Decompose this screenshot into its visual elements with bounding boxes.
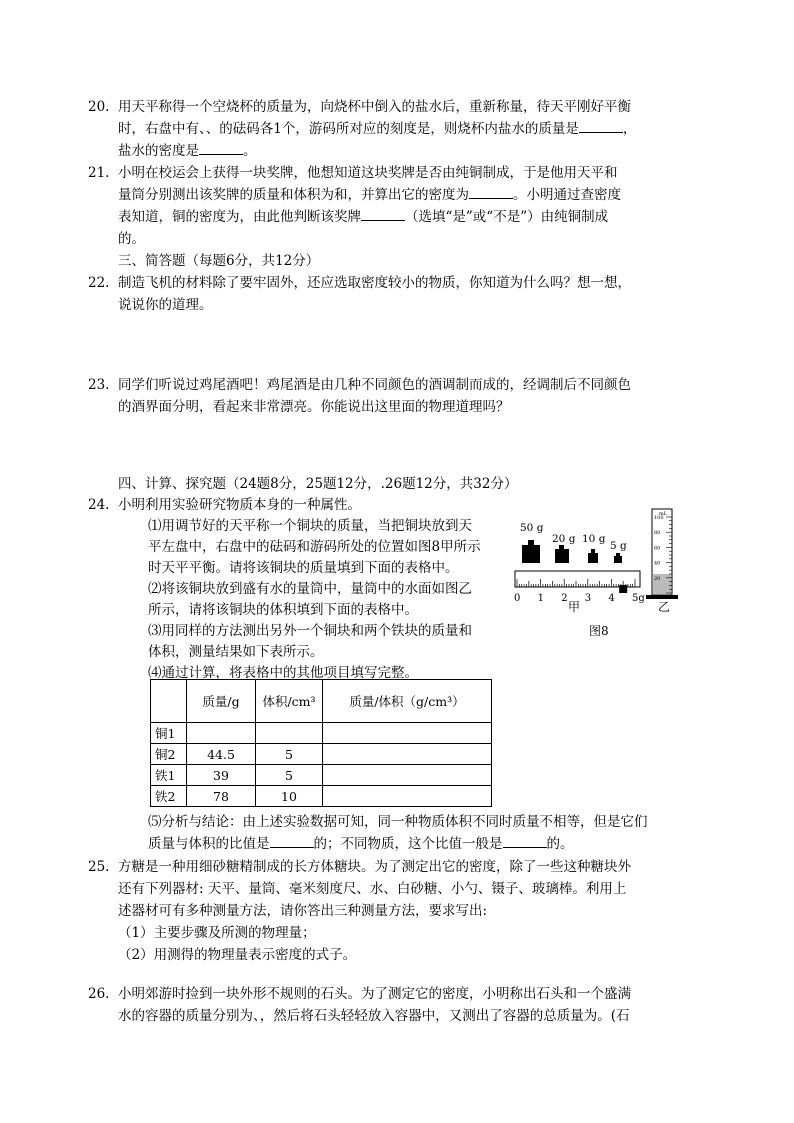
table-cell[interactable] xyxy=(323,765,492,786)
table-row xyxy=(151,723,492,744)
text-line: 表知道，铜的密度为，由此他判断该奖牌 （选填“是”或“不是”）由纯铜制成 xyxy=(118,206,678,228)
text-line: ⑵将该铜块放到盛有水的量筒中，量筒中的水面如图乙 xyxy=(148,581,472,597)
question-number: 23. xyxy=(88,377,110,393)
cylinder-tick-label: 60 xyxy=(654,545,661,552)
section-heading-3: 三、简答题（每题6分，共12分） xyxy=(118,253,320,269)
text-line: 的。 xyxy=(118,231,145,247)
weight-knob-icon xyxy=(559,545,564,550)
text-line: （2）用测得的物理量表示密度的式子。 xyxy=(118,947,357,963)
text-line: 水的容器的质量分别为、，然后将石头轻轻放入容器中，又测出了容器的总质量为。(石 xyxy=(118,1008,630,1024)
table-header-row xyxy=(151,680,492,723)
text-line: ⑷通过计算，将表格中的其他项目填写完整。 xyxy=(148,665,418,681)
text-line: 小明利用实验研究物质本身的一种属性。 xyxy=(118,497,361,513)
scale-tick-label: 0 xyxy=(514,593,521,604)
text-line: 体积，测量结果如下表所示。 xyxy=(148,644,324,660)
answer-blank[interactable] xyxy=(469,184,513,199)
cylinder-unit: mL xyxy=(659,511,668,517)
question-22 xyxy=(88,272,678,316)
section-heading-4: 四、计算、探究题（24题8分，25题12分，.26题12分，共32分） xyxy=(118,476,518,492)
cylinder-tick-label: 100 xyxy=(654,515,664,521)
question-number: 26. xyxy=(88,986,110,1002)
graduated-cylinder xyxy=(646,509,678,599)
cylinder-tick-label: 20 xyxy=(654,575,661,582)
table-cell: 5 xyxy=(256,765,323,786)
table-row xyxy=(151,744,492,765)
table-cell: 铁2 xyxy=(151,786,187,807)
table-cell: 10 xyxy=(256,786,323,807)
text-line: ⑶用同样的方法测出另外一个铜块和两个铁块的质量和 xyxy=(148,623,472,639)
table-cell: 铜1 xyxy=(151,723,187,744)
answer-blank[interactable] xyxy=(503,833,547,848)
label-jia: 甲 xyxy=(568,600,581,614)
figure-caption: 图8 xyxy=(589,624,609,638)
table-cell: 5 xyxy=(256,744,323,765)
text-line: 述器材可有多种测量方法，请你答出三种测量方法，要求写出: xyxy=(118,903,488,919)
question-25 xyxy=(88,856,678,966)
question-21 xyxy=(88,162,678,250)
weight-5g-icon xyxy=(614,556,622,563)
text-line: 的酒界面分明，看起来非常漂亮。你能说出这里面的物理道理吗？ xyxy=(118,399,510,415)
scale-tick-label: 3 xyxy=(584,593,592,604)
question-24-steps xyxy=(148,516,498,684)
question-26 xyxy=(88,983,678,1027)
data-table xyxy=(150,679,492,807)
table-row xyxy=(151,765,492,786)
text-line: 所示，请将该铜块的体积填到下面的表格中。 xyxy=(148,602,418,618)
table-cell: 铜2 xyxy=(151,744,187,765)
question-number: 24. xyxy=(88,497,110,513)
answer-blank[interactable] xyxy=(361,206,405,221)
question-24-step-5 xyxy=(148,811,678,855)
label-yi: 乙 xyxy=(658,600,671,614)
text-line: 盐水的密度是 。 xyxy=(118,140,678,162)
text-line: 方糖是一种用细砂糖精制成的长方体糖块。为了测定出它的密度，除了一些这种糖块外 xyxy=(118,859,631,875)
table-row xyxy=(151,786,492,807)
text-line: （1）主要步骤及所测的物理量； xyxy=(118,925,316,941)
weight-label: 5 g xyxy=(610,540,627,552)
scale-tick-label: 2 xyxy=(561,593,568,604)
text-line: 量筒分别测出该奖牌的质量和体积为和，并算出它的密度为 。小明通过查密度 xyxy=(118,184,678,206)
scale-tick-label: 4 xyxy=(608,593,615,604)
table-cell[interactable] xyxy=(256,723,323,744)
answer-blank[interactable] xyxy=(199,140,243,155)
scale-tick-label: 5g xyxy=(632,593,645,604)
text-line: 制造飞机的材料除了要牢固外，还应选取密度较小的物质，你知道为什么吗？想一想， xyxy=(118,275,631,291)
text-line: 时，右盘中有、、的砝码各1个，游码所对应的刻度是，则烧杯内盐水的质量是 ， xyxy=(118,118,678,140)
text-line: ⑴用调节好的天平称一个铜块的质量，当把铜块放到天 xyxy=(148,518,472,534)
table-cell: 铁1 xyxy=(151,765,187,786)
scale-tick-label: 1 xyxy=(537,593,544,604)
table-header-cell xyxy=(151,680,187,723)
text-line: 小明在校运会上获得一块奖牌，他想知道这块奖牌是否由纯铜制成，于是他用天平和 xyxy=(118,165,618,181)
weight-knob-icon xyxy=(528,540,534,546)
text-line: 质量与体积的比值是 的；不同物质，这个比值一般是 的。 xyxy=(148,833,678,855)
table-cell: 39 xyxy=(187,765,256,786)
weight-50g-icon xyxy=(522,545,540,563)
text-line: 用天平称得一个空烧杯的质量为，向烧杯中倒入的盐水后，重新称量，待天平刚好平衡 xyxy=(118,99,631,115)
question-number: 22. xyxy=(88,275,110,291)
text-line: 同学们听说过鸡尾酒吧！鸡尾酒是由几种不同颜色的酒调制而成的，经调制后不同颜色 xyxy=(118,377,631,393)
question-number: 25. xyxy=(88,859,110,875)
text-line: ⑸分析与结论：由上述实验数据可知，同一种物质体积不同时质量不相等，但是它们 xyxy=(148,814,648,830)
weights-group xyxy=(520,522,627,563)
text-line: 还有下列器材: 天平、量筒、毫米刻度尺、水、白砂糖、小勺、镊子、玻璃棒。利用上 xyxy=(118,881,627,897)
table-cell[interactable] xyxy=(187,723,256,744)
figure-8 xyxy=(510,505,685,620)
table-header-cell: 质量/体积（g/cm³） xyxy=(323,680,492,723)
rider-icon[interactable] xyxy=(619,585,627,593)
cylinder-tick-label: 80 xyxy=(654,530,661,537)
weight-label: 20 g xyxy=(552,533,576,545)
weight-knob-icon xyxy=(616,553,620,556)
question-number: 21. xyxy=(88,165,110,181)
answer-blank[interactable] xyxy=(579,118,623,133)
weight-label: 50 g xyxy=(520,522,544,534)
text-line: 小明郊游时捡到一块外形不规则的石头。为了测定它的密度，小明称出石头和一个盛满 xyxy=(118,986,631,1002)
question-23 xyxy=(88,374,678,418)
cylinder-tick-label: 40 xyxy=(654,560,661,567)
weight-10g-icon xyxy=(588,553,598,563)
table-cell[interactable] xyxy=(323,723,492,744)
question-number: 20. xyxy=(88,99,110,115)
answer-blank[interactable] xyxy=(270,833,314,848)
table-header-cell: 体积/cm³ xyxy=(256,680,323,723)
weight-20g-icon xyxy=(555,549,569,563)
table-cell[interactable] xyxy=(323,786,492,807)
cylinder-base xyxy=(646,595,678,599)
table-cell[interactable] xyxy=(323,744,492,765)
text-line: 说说你的道理。 xyxy=(118,297,213,313)
text-line: 平左盘中，右盘中的砝码和游码所处的位置如图8甲所示 xyxy=(148,539,481,555)
question-20 xyxy=(88,96,678,162)
table-cell: 44.5 xyxy=(187,744,256,765)
weight-knob-icon xyxy=(591,549,595,553)
table-cell: 78 xyxy=(187,786,256,807)
weight-label: 10 g xyxy=(582,533,606,545)
text-line: 时天平平衡。请将该铜块的质量填到下面的表格中。 xyxy=(148,560,459,576)
table-header-cell: 质量/g xyxy=(187,680,256,723)
